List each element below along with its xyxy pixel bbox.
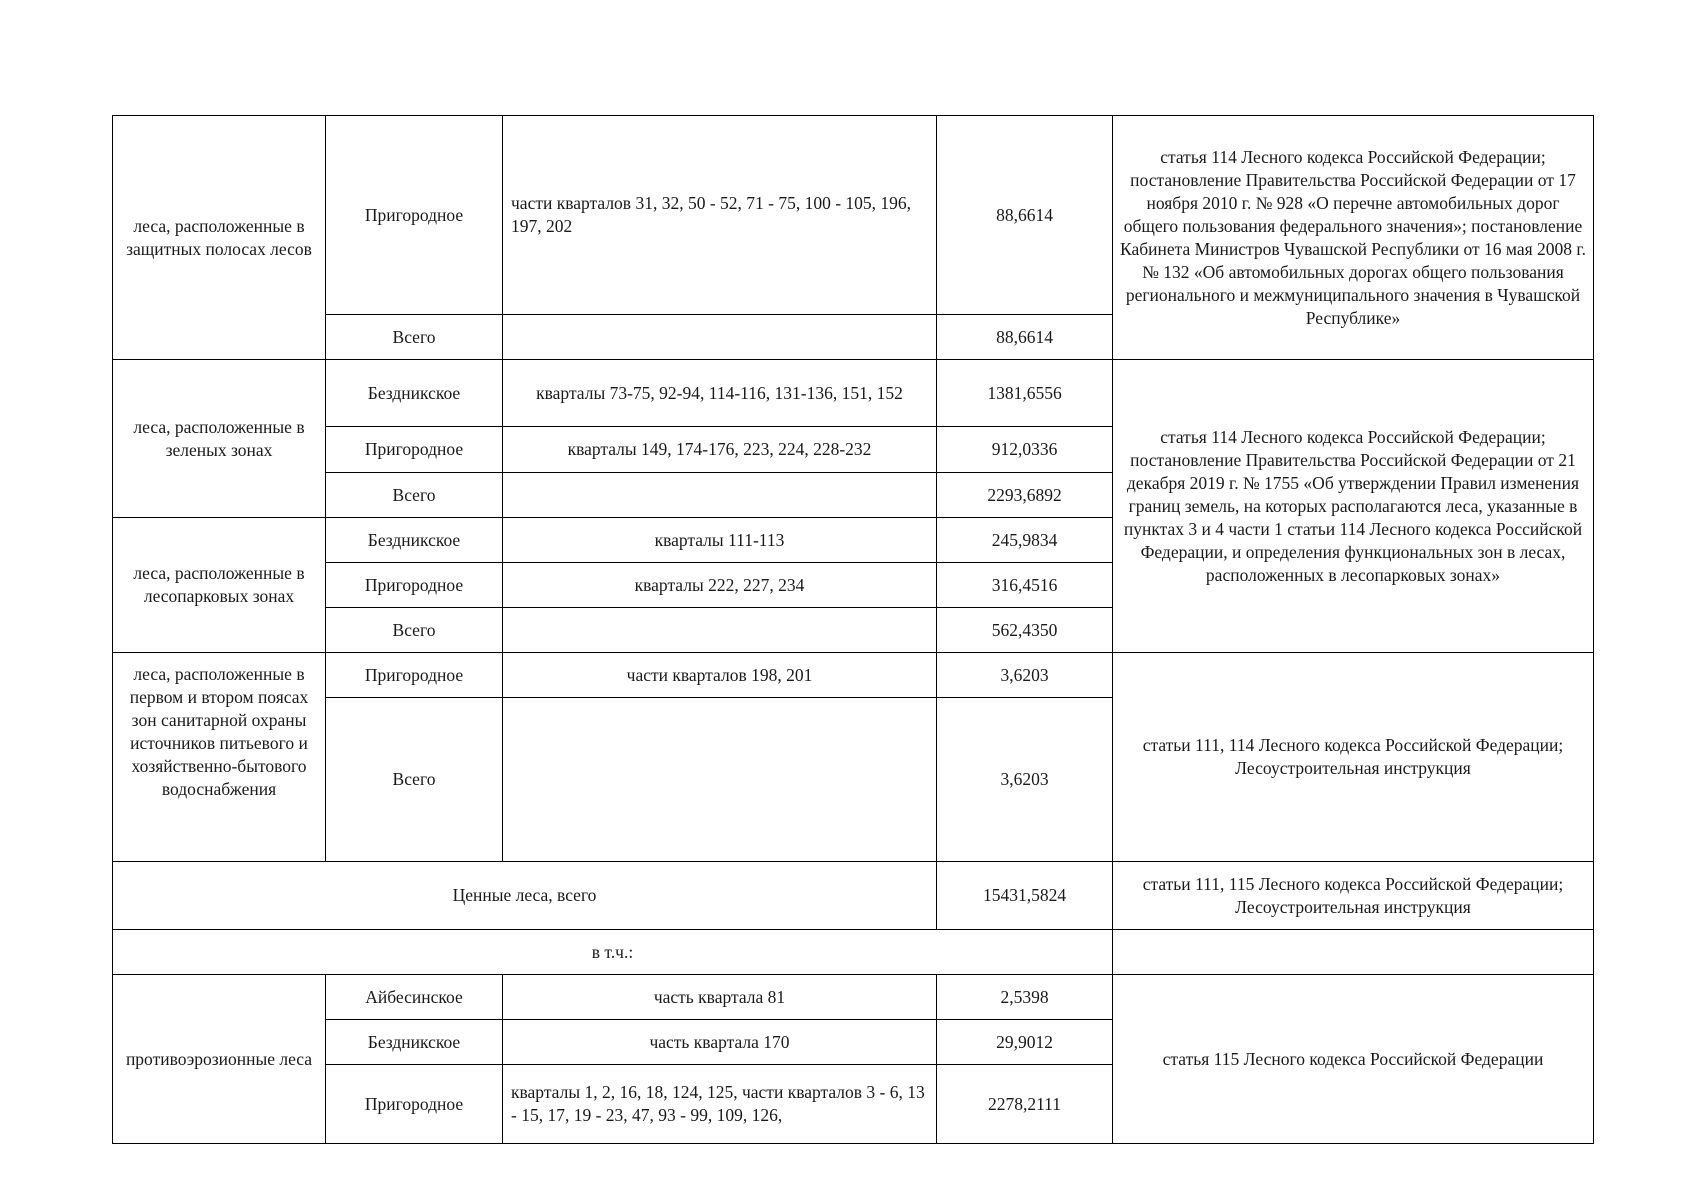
district-cell: Пригородное [326,1065,503,1144]
quarters-cell [503,698,937,862]
district-cell: Пригородное [326,653,503,698]
total-label-cell: Ценные леса, всего [113,862,937,930]
district-cell: Всего [326,315,503,360]
area-cell: 3,6203 [937,698,1113,862]
legal-basis-cell: статья 114 Лесного кодекса Российской Федерации; постановление Правительства Российской Федерации от 17 ноября 2010 г. № 928 «О перечне автомобильных дорог общего пользования федерального значения»; постановление Кабинета Министров Чувашской Республики от 16 мая 2008 г. № 132 «Об автомобильных дорогах общего пользования регионального и межмуниципального значения в Чувашской Республике» [1113,116,1594,360]
quarters-cell [503,315,937,360]
area-cell: 2,5398 [937,975,1113,1020]
district-cell: Бездникское [326,1020,503,1065]
quarters-cell: части кварталов 198, 201 [503,653,937,698]
category-cell: леса, расположенные в зеленых зонах [113,360,326,518]
forest-table [112,115,1594,1144]
quarters-cell: часть квартала 170 [503,1020,937,1065]
district-cell: Пригородное [326,116,503,315]
quarters-cell: кварталы 1, 2, 16, 18, 124, 125, части кварталов 3 - 6, 13 - 15, 17, 19 - 23, 47, 93 - 99, 109, 126, [503,1065,937,1144]
area-cell: 562,4350 [937,608,1113,653]
category-cell: леса, расположенные в защитных полосах лесов [113,116,326,360]
area-cell: 316,4516 [937,563,1113,608]
district-cell: Всего [326,608,503,653]
district-cell: Пригородное [326,427,503,473]
table-row [113,862,1594,930]
category-cell: леса, расположенные в первом и втором поясах зон санитарной охраны источников питьевого и хозяйственно-бытового водоснабжения [113,653,326,862]
legal-basis-cell: статья 114 Лесного кодекса Российской Федерации; постановление Правительства Российской Федерации от 21 декабря 2019 г. № 1755 «Об утверждении Правил изменения границ земель, на которых располагаются леса, указанные в пунктах 3 и 4 части 1 статьи 114 Лесного кодекса Российской Федерации, и определения функциональных зон в лесах, расположенных в лесопарковых зонах» [1113,360,1594,653]
area-cell: 29,9012 [937,1020,1113,1065]
quarters-cell: кварталы 111-113 [503,518,937,563]
area-cell: 15431,5824 [937,862,1113,930]
legal-basis-cell [1113,930,1594,975]
quarters-cell: кварталы 73-75, 92-94, 114-116, 131-136, 151, 152 [503,360,937,427]
table-row [113,116,1594,315]
legal-basis-cell: статьи 111, 115 Лесного кодекса Российской Федерации; Лесоустроительная инструкция [1113,862,1594,930]
category-cell: леса, расположенные в лесопарковых зонах [113,518,326,653]
area-cell: 1381,6556 [937,360,1113,427]
table-row [113,360,1594,427]
quarters-cell: части кварталов 31, 32, 50 - 52, 71 - 75, 100 - 105, 196, 197, 202 [503,116,937,315]
area-cell: 88,6614 [937,116,1113,315]
area-cell: 2278,2111 [937,1065,1113,1144]
quarters-cell [503,473,937,518]
quarters-cell: кварталы 149, 174-176, 223, 224, 228-232 [503,427,937,473]
quarters-cell [503,608,937,653]
district-cell: Всего [326,698,503,862]
legal-basis-cell: статьи 111, 114 Лесного кодекса Российской Федерации; Лесоустроительная инструкция [1113,653,1594,862]
quarters-cell: кварталы 222, 227, 234 [503,563,937,608]
document-page [112,115,1594,1144]
area-cell: 3,6203 [937,653,1113,698]
district-cell: Пригородное [326,563,503,608]
area-cell: 2293,6892 [937,473,1113,518]
district-cell: Бездникское [326,360,503,427]
area-cell: 912,0336 [937,427,1113,473]
table-row [113,975,1594,1020]
district-cell: Бездникское [326,518,503,563]
table-row [113,930,1594,975]
area-cell: 245,9834 [937,518,1113,563]
area-cell: 88,6614 [937,315,1113,360]
category-cell: противоэрозионные леса [113,975,326,1144]
district-cell: Всего [326,473,503,518]
subtotal-label-cell: в т.ч.: [113,930,1113,975]
legal-basis-cell: статья 115 Лесного кодекса Российской Федерации [1113,975,1594,1144]
quarters-cell: часть квартала 81 [503,975,937,1020]
district-cell: Айбесинское [326,975,503,1020]
table-row [113,653,1594,698]
